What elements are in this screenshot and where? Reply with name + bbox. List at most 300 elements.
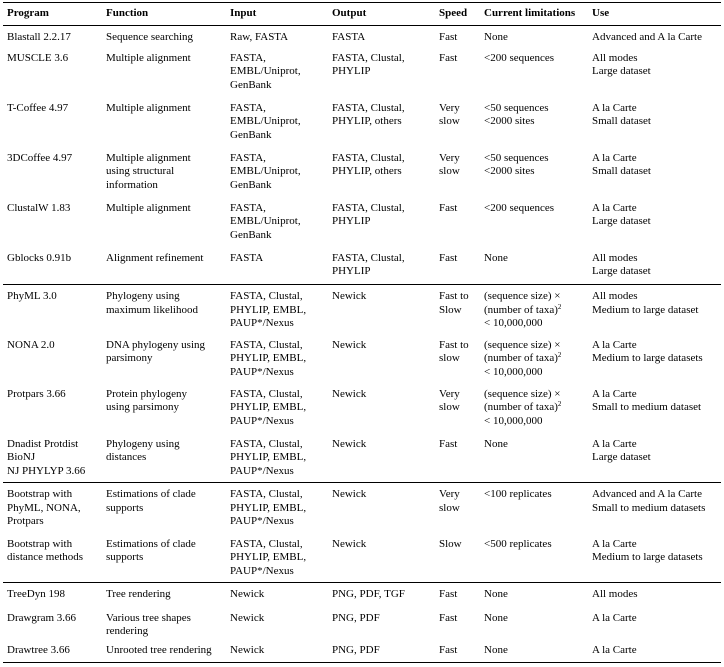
cell-line: PHYLIP, EMBL, xyxy=(230,352,307,364)
table-row xyxy=(3,639,721,663)
cell-line: <2000 sites xyxy=(484,165,535,177)
cell-line: Fast to xyxy=(439,338,469,351)
cell-line: Unrooted tree rendering xyxy=(106,643,212,656)
cell-line: FASTA, xyxy=(230,51,266,64)
cell-line: TreeDyn 198 xyxy=(7,588,65,600)
cell-line: Various tree shapes xyxy=(106,611,191,624)
cell-output xyxy=(328,285,435,334)
cell-line: <200 sequences xyxy=(484,201,555,214)
cell-line: Gblocks 0.91b xyxy=(7,251,72,264)
cell-line: Fast xyxy=(439,643,458,656)
cell-function xyxy=(102,607,226,639)
cell-line: GenBank xyxy=(230,78,272,91)
cell-line: Fast xyxy=(439,251,458,264)
cell-line: FASTA, Clustal, xyxy=(230,437,303,450)
cell-line: Sequence searching xyxy=(106,31,194,43)
cell-line: A la Carte xyxy=(592,643,637,656)
cell-line: PAUP*/Nexus xyxy=(230,515,294,527)
cell-input xyxy=(226,607,328,639)
cell-line: EMBL/Uniprot, xyxy=(230,215,301,227)
cell-line: FASTA, Clustal, xyxy=(332,51,405,64)
cell-output xyxy=(328,197,435,247)
cell-line: None xyxy=(484,611,508,624)
cell-line: A la Carte xyxy=(592,437,637,450)
cell-line: (sequence size) × xyxy=(484,338,561,351)
cell-line: Small dataset xyxy=(592,115,651,127)
cell-use xyxy=(588,97,721,147)
cell-line: Fast to xyxy=(439,290,469,302)
cell-line: distances xyxy=(106,451,147,463)
header-row xyxy=(3,3,721,26)
cell-output xyxy=(328,483,435,533)
cell-function xyxy=(102,639,226,663)
cell-use xyxy=(588,197,721,247)
cell-line: GenBank xyxy=(230,228,272,241)
cell-current-limitations xyxy=(480,285,588,334)
header-function: Function xyxy=(106,7,149,20)
cell-line: 3DCoffee 4.97 xyxy=(7,151,73,164)
cell-speed xyxy=(435,97,480,147)
cell-current-limitations xyxy=(480,47,588,97)
cell-line: EMBL/Uniprot, xyxy=(230,115,301,127)
cell-current-limitations xyxy=(480,433,588,483)
cell-line: None xyxy=(484,437,508,450)
cell-line: All modes xyxy=(592,51,638,64)
header-use: Use xyxy=(592,7,610,20)
cell-line: Large dataset xyxy=(592,451,651,463)
cell-line: (sequence size) × xyxy=(484,290,561,302)
cell-output xyxy=(328,26,435,47)
cell-line: EMBL/Uniprot, xyxy=(230,165,301,177)
cell-line: FASTA, xyxy=(230,101,266,114)
cell-output xyxy=(328,47,435,97)
cell-function xyxy=(102,47,226,97)
cell-line: Multiple alignment xyxy=(106,151,191,164)
cell-line: None xyxy=(484,251,508,264)
table-row xyxy=(3,583,721,607)
cell-line: A la Carte xyxy=(592,338,637,351)
cell-line: Newick xyxy=(332,338,367,351)
cell-current-limitations xyxy=(480,607,588,639)
cell-use xyxy=(588,483,721,533)
cell-line: None xyxy=(484,31,508,43)
cell-output xyxy=(328,433,435,483)
cell-speed xyxy=(435,334,480,383)
cell-line: <2000 sites xyxy=(484,115,535,127)
header-speed: Speed xyxy=(439,7,468,20)
cell-line: All modes xyxy=(592,290,638,302)
cell-line: GenBank xyxy=(230,178,272,191)
cell-current-limitations xyxy=(480,583,588,607)
cell-line: Protpars xyxy=(7,515,44,527)
cell-input xyxy=(226,483,328,533)
cell-line: supports xyxy=(106,501,144,514)
cell-output xyxy=(328,247,435,285)
cell-line: parsimony xyxy=(106,352,153,364)
header-input: Input xyxy=(230,7,257,20)
cell-speed xyxy=(435,383,480,433)
table-row xyxy=(3,383,721,433)
cell-line: Small to medium dataset xyxy=(592,401,702,413)
cell-line: NONA 2.0 xyxy=(7,338,55,351)
table-body xyxy=(3,26,721,663)
cell-use xyxy=(588,26,721,47)
cell-input xyxy=(226,383,328,433)
cell-program xyxy=(3,383,102,433)
cell-line: <500 replicates xyxy=(484,537,552,550)
cell-program xyxy=(3,285,102,334)
cell-line: Drawtree 3.66 xyxy=(7,643,70,656)
cell-line: PNG, PDF xyxy=(332,611,380,624)
cell-line: FASTA, Clustal, xyxy=(332,201,405,214)
cell-program xyxy=(3,483,102,533)
cell-output xyxy=(328,334,435,383)
cell-function xyxy=(102,533,226,583)
cell-line: Large dataset xyxy=(592,265,651,277)
cell-input xyxy=(226,285,328,334)
cell-input xyxy=(226,197,328,247)
cell-line: PhyML, NONA, xyxy=(7,501,81,514)
cell-program xyxy=(3,26,102,47)
cell-line: Fast xyxy=(439,201,458,214)
cell-line: Small to medium datasets xyxy=(592,501,706,514)
table-header xyxy=(3,3,721,26)
cell-line: FASTA, Clustal, xyxy=(230,290,303,302)
cell-line: information xyxy=(106,178,158,191)
cell-line: PAUP*/Nexus xyxy=(230,365,294,378)
cell-speed xyxy=(435,247,480,285)
cell-line: Medium to large datasets xyxy=(592,551,703,563)
cell-function xyxy=(102,433,226,483)
cell-line: EMBL/Uniprot, xyxy=(230,65,301,77)
cell-line: DNA phylogeny using xyxy=(106,338,205,351)
cell-line: MUSCLE 3.6 xyxy=(7,51,69,64)
cell-line: Newick xyxy=(332,290,367,302)
cell-output xyxy=(328,147,435,197)
cell-line: Estimations of clade xyxy=(106,537,196,550)
cell-input xyxy=(226,97,328,147)
cell-line: PHYLIP xyxy=(332,265,371,277)
cell-speed xyxy=(435,433,480,483)
cell-use xyxy=(588,639,721,663)
squared-exponent: 2 xyxy=(557,351,562,359)
cell-line: Newick xyxy=(230,611,265,624)
cell-line: Protpars 3.66 xyxy=(7,387,66,400)
squared-exponent: 2 xyxy=(557,400,562,408)
cell-current-limitations xyxy=(480,147,588,197)
cell-use xyxy=(588,607,721,639)
cell-line: PHYLIP, EMBL, xyxy=(230,551,307,563)
cell-line: Phylogeny using xyxy=(106,290,180,302)
cell-function xyxy=(102,334,226,383)
cell-line: < 10,000,000 xyxy=(484,317,543,329)
table-row xyxy=(3,197,721,247)
cell-line: (number of taxa)$^2$ xyxy=(484,302,562,316)
cell-line: FASTA xyxy=(332,31,366,43)
cell-output xyxy=(328,583,435,607)
cell-line: Fast xyxy=(439,588,458,600)
cell-line: <100 replicates xyxy=(484,488,552,500)
cell-line: < 10,000,000 xyxy=(484,365,543,378)
cell-current-limitations xyxy=(480,533,588,583)
cell-line: FASTA, xyxy=(230,201,266,214)
cell-speed xyxy=(435,583,480,607)
cell-line: Bootstrap with xyxy=(7,488,73,500)
cell-line: Very xyxy=(439,151,460,164)
cell-output xyxy=(328,383,435,433)
cell-line: Multiple alignment xyxy=(106,101,191,114)
cell-line: Very xyxy=(439,488,460,500)
cell-use xyxy=(588,583,721,607)
cell-line: Blastall 2.2.17 xyxy=(7,31,71,43)
cell-line: T-Coffee 4.97 xyxy=(7,101,69,114)
header-current-limitations: Current limitations xyxy=(484,7,576,20)
cell-line: PHYLIP, others xyxy=(332,115,402,127)
cell-line: Slow xyxy=(439,303,462,316)
cell-output xyxy=(328,639,435,663)
table-row xyxy=(3,334,721,383)
cell-line: A la Carte xyxy=(592,101,637,114)
cell-input xyxy=(226,26,328,47)
cell-input xyxy=(226,433,328,483)
cell-use xyxy=(588,533,721,583)
cell-use xyxy=(588,334,721,383)
cell-line: Newick xyxy=(230,588,265,600)
cell-line: FASTA, Clustal, xyxy=(332,101,405,114)
cell-output xyxy=(328,607,435,639)
cell-line: PNG, PDF xyxy=(332,643,380,656)
cell-line: BioNJ xyxy=(7,451,36,463)
cell-function xyxy=(102,197,226,247)
cell-line: Tree rendering xyxy=(106,588,171,600)
cell-speed xyxy=(435,285,480,334)
cell-line: <50 sequences xyxy=(484,151,549,164)
cell-line: Phylogeny using xyxy=(106,437,180,450)
cell-line: Advanced and A la Carte xyxy=(592,488,702,500)
cell-program xyxy=(3,47,102,97)
cell-function xyxy=(102,383,226,433)
cell-line: PHYLIP xyxy=(332,215,371,227)
cell-line: slow xyxy=(439,115,460,127)
cell-line: PAUP*/Nexus xyxy=(230,564,294,577)
cell-line: None xyxy=(484,588,508,600)
cell-line: All modes xyxy=(592,251,638,264)
cell-input xyxy=(226,247,328,285)
cell-line: FASTA, Clustal, xyxy=(230,387,303,400)
cell-line: FASTA xyxy=(230,251,264,264)
cell-line: Estimations of clade xyxy=(106,488,196,500)
cell-speed xyxy=(435,639,480,663)
cell-line: PhyML 3.0 xyxy=(7,290,57,302)
cell-function xyxy=(102,583,226,607)
cell-function xyxy=(102,97,226,147)
table-row xyxy=(3,26,721,47)
cell-line: Multiple alignment xyxy=(106,51,191,64)
cell-function xyxy=(102,483,226,533)
table-row xyxy=(3,607,721,639)
cell-line: Advanced and A la Carte xyxy=(592,31,702,43)
cell-line: Small dataset xyxy=(592,165,651,177)
cell-program xyxy=(3,583,102,607)
cell-line: PHYLIP, EMBL, xyxy=(230,303,307,316)
cell-current-limitations xyxy=(480,639,588,663)
cell-line: Fast xyxy=(439,611,458,624)
cell-line: Drawgram 3.66 xyxy=(7,611,77,624)
cell-line: Newick xyxy=(230,643,265,656)
cell-line: Fast xyxy=(439,437,458,450)
cell-line: distance methods xyxy=(7,551,84,563)
cell-output xyxy=(328,97,435,147)
cell-line: FASTA, Clustal, xyxy=(230,537,303,550)
cell-line: (number of taxa)$^2$ xyxy=(484,400,562,413)
cell-current-limitations xyxy=(480,97,588,147)
table-row xyxy=(3,47,721,97)
cell-line: FASTA, Clustal, xyxy=(332,251,405,264)
cell-line: PAUP*/Nexus xyxy=(230,464,294,477)
program-table xyxy=(3,2,721,663)
cell-speed xyxy=(435,197,480,247)
table-row xyxy=(3,483,721,533)
cell-input xyxy=(226,639,328,663)
cell-speed xyxy=(435,607,480,639)
cell-line: Very xyxy=(439,387,460,400)
squared-exponent: 2 xyxy=(557,302,562,311)
cell-line: (sequence size) × xyxy=(484,387,561,400)
table-row xyxy=(3,247,721,285)
cell-line: supports xyxy=(106,551,144,563)
cell-line: FASTA, Clustal, xyxy=(230,488,303,500)
cell-line: A la Carte xyxy=(592,151,637,164)
cell-line: <50 sequences xyxy=(484,101,549,114)
cell-current-limitations xyxy=(480,334,588,383)
cell-line: PNG, PDF, TGF xyxy=(332,588,405,600)
cell-output xyxy=(328,533,435,583)
cell-use xyxy=(588,247,721,285)
cell-line: Fast xyxy=(439,31,458,43)
cell-speed xyxy=(435,533,480,583)
cell-program xyxy=(3,433,102,483)
cell-use xyxy=(588,285,721,334)
cell-input xyxy=(226,583,328,607)
cell-line: Raw, FASTA xyxy=(230,31,289,43)
cell-line: Fast xyxy=(439,51,458,64)
cell-line: PAUP*/Nexus xyxy=(230,414,294,427)
cell-line: GenBank xyxy=(230,128,272,141)
cell-line: Large dataset xyxy=(592,65,651,77)
cell-line: rendering xyxy=(106,625,149,637)
table-row xyxy=(3,97,721,147)
cell-function xyxy=(102,147,226,197)
cell-line: using parsimony xyxy=(106,401,180,413)
cell-input xyxy=(226,334,328,383)
table-row xyxy=(3,285,721,334)
cell-line: Protein phylogeny xyxy=(106,387,187,400)
cell-current-limitations xyxy=(480,197,588,247)
cell-line: A la Carte xyxy=(592,387,637,400)
cell-program xyxy=(3,334,102,383)
cell-program xyxy=(3,247,102,285)
table-row xyxy=(3,433,721,483)
cell-line: Dnadist Protdist xyxy=(7,437,79,450)
cell-line: A la Carte xyxy=(592,537,637,550)
cell-line: slow xyxy=(439,401,460,413)
cell-line: FASTA, xyxy=(230,151,266,164)
cell-line: Very xyxy=(439,101,460,114)
cell-use xyxy=(588,147,721,197)
cell-program xyxy=(3,607,102,639)
cell-program xyxy=(3,639,102,663)
cell-current-limitations xyxy=(480,483,588,533)
cell-line: PHYLIP, EMBL, xyxy=(230,451,307,463)
cell-line: PHYLIP, EMBL, xyxy=(230,501,307,514)
cell-line: Large dataset xyxy=(592,215,651,227)
cell-line: using structural xyxy=(106,165,175,177)
header-output: Output xyxy=(332,7,367,20)
cell-line: FASTA, Clustal, xyxy=(332,151,405,164)
cell-input xyxy=(226,533,328,583)
cell-use xyxy=(588,47,721,97)
cell-speed xyxy=(435,47,480,97)
cell-line: Medium to large dataset xyxy=(592,303,699,316)
cell-program xyxy=(3,533,102,583)
cell-line: Medium to large datasets xyxy=(592,352,703,364)
cell-line: ClustalW 1.83 xyxy=(7,201,71,214)
cell-function xyxy=(102,247,226,285)
cell-line: <200 sequences xyxy=(484,51,555,64)
cell-line: Newick xyxy=(332,537,367,550)
cell-current-limitations xyxy=(480,383,588,433)
cell-line: PHYLIP, EMBL, xyxy=(230,401,307,413)
cell-line: PHYLIP, others xyxy=(332,165,402,177)
cell-line: Multiple alignment xyxy=(106,201,191,214)
cell-program xyxy=(3,97,102,147)
cell-line: All modes xyxy=(592,588,638,600)
cell-line: slow xyxy=(439,352,460,364)
cell-line: Newick xyxy=(332,437,367,450)
cell-speed xyxy=(435,483,480,533)
cell-line: A la Carte xyxy=(592,201,637,214)
cell-current-limitations xyxy=(480,26,588,47)
table-row xyxy=(3,533,721,583)
cell-line: Alignment refinement xyxy=(106,251,204,264)
cell-function xyxy=(102,26,226,47)
cell-line: Slow xyxy=(439,537,462,550)
cell-program xyxy=(3,197,102,247)
cell-speed xyxy=(435,26,480,47)
cell-line: < 10,000,000 xyxy=(484,414,543,427)
cell-line: slow xyxy=(439,165,460,177)
cell-input xyxy=(226,147,328,197)
header-program: Program xyxy=(7,7,49,20)
cell-line: None xyxy=(484,643,508,656)
cell-line: Bootstrap with xyxy=(7,537,73,550)
cell-function xyxy=(102,285,226,334)
cell-line: Newick xyxy=(332,488,367,500)
table-row xyxy=(3,147,721,197)
cell-line: maximum likelihood xyxy=(106,303,198,316)
cell-line: PAUP*/Nexus xyxy=(230,317,294,329)
cell-line: NJ PHYLYP 3.66 xyxy=(7,464,86,477)
cell-line: PHYLIP xyxy=(332,65,371,77)
cell-use xyxy=(588,383,721,433)
cell-line: Newick xyxy=(332,387,367,400)
cell-line: slow xyxy=(439,501,460,514)
cell-speed xyxy=(435,147,480,197)
cell-program xyxy=(3,147,102,197)
cell-input xyxy=(226,47,328,97)
cell-line: FASTA, Clustal, xyxy=(230,338,303,351)
cell-line: (number of taxa)$^2$ xyxy=(484,351,562,364)
